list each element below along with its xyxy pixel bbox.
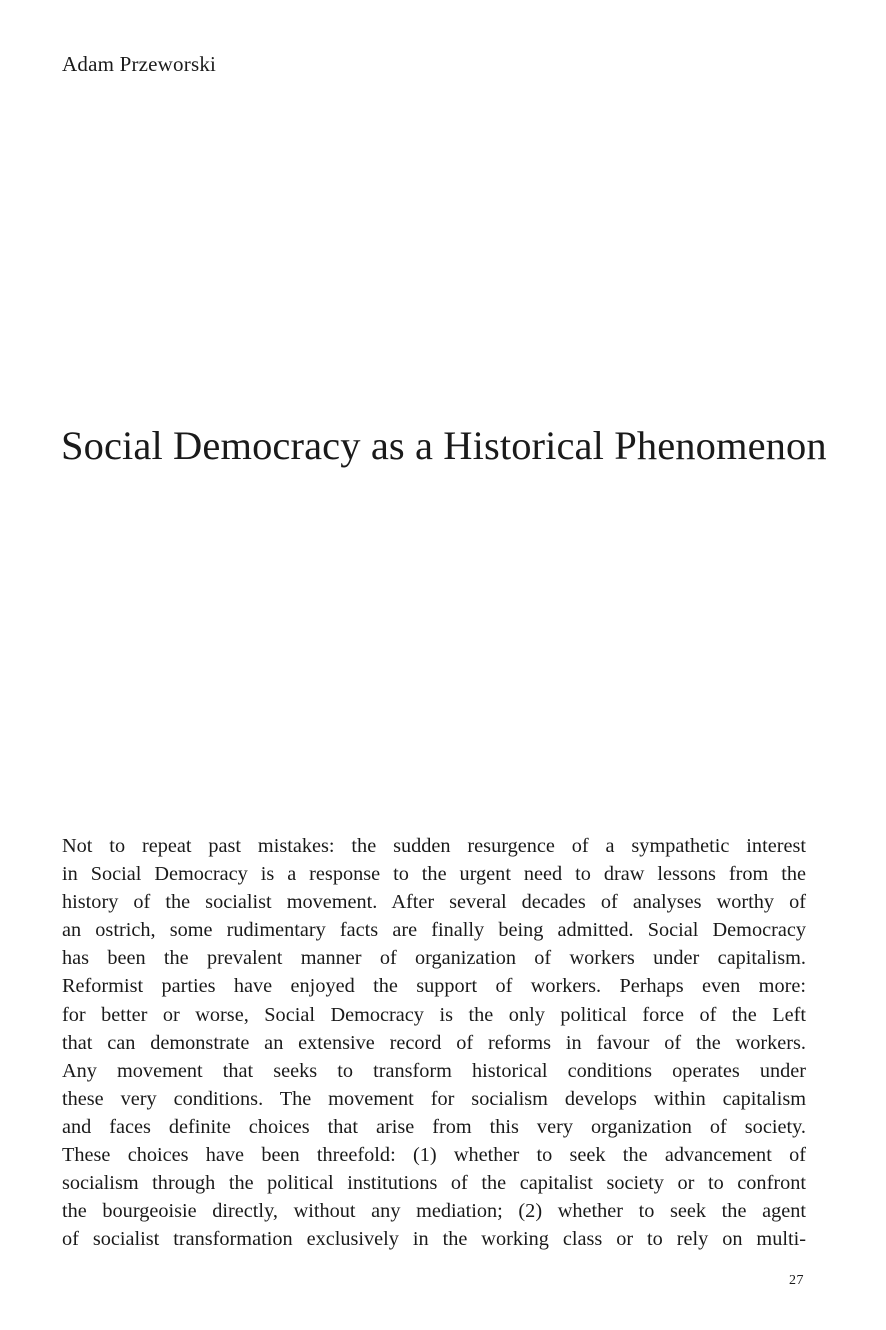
paragraph-line: an ostrich, some rudimentary facts are finally being admitted. Social Democracy <box>62 919 806 942</box>
paragraph-line: these very conditions. The movement for socialism develops within capitalism <box>62 1087 806 1110</box>
paragraph-line: that can demonstrate an extensive record of reforms in favour of the workers. <box>62 1031 806 1054</box>
running-head-author: Adam Przeworski <box>62 52 217 76</box>
paragraph-line: the bourgeoisie directly, without any mediation; (2) whether to seek the agent <box>62 1200 806 1223</box>
paragraph-line: Reformist parties have enjoyed the support of workers. Perhaps even more: <box>62 975 806 998</box>
chapter-title: Social Democracy as a Historical Phenomenon <box>61 423 827 468</box>
paragraph-line: and faces definite choices that arise from this very organization of society. <box>62 1115 806 1138</box>
body-paragraph <box>62 832 806 1253</box>
paragraph-line: in Social Democracy is a response to the urgent need to draw lessons from the <box>62 863 806 886</box>
paragraph-line: Any movement that seeks to transform historical conditions operates under <box>62 1059 806 1082</box>
paragraph-line: history of the socialist movement. After several decades of analyses worthy of <box>62 891 806 914</box>
page-number: 27 <box>789 1273 804 1288</box>
paragraph-line: socialism through the political institutions of the capitalist society or to confront <box>62 1172 806 1195</box>
paragraph-line: These choices have been threefold: (1) whether to seek the advancement of <box>62 1144 806 1167</box>
paragraph-line: has been the prevalent manner of organization of workers under capitalism. <box>62 947 806 970</box>
paragraph-line: Not to repeat past mistakes: the sudden resurgence of a sympathetic interest <box>62 835 806 857</box>
paragraph-line: of socialist transformation exclusively in the working class or to rely on multi- <box>62 1228 806 1251</box>
paragraph-line: for better or worse, Social Democracy is the only political force of the Left <box>62 1003 806 1026</box>
